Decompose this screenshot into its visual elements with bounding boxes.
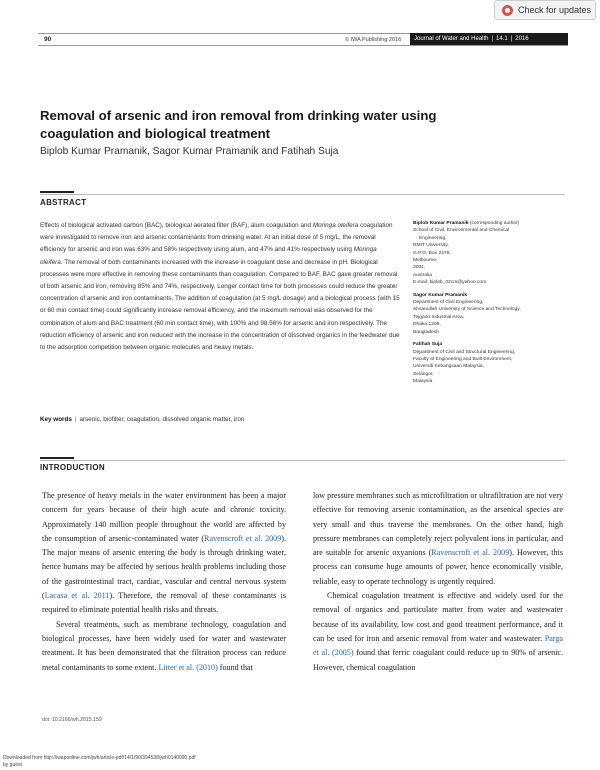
introduction-heading: INTRODUCTION bbox=[40, 463, 105, 472]
journal-year: 2016 bbox=[515, 36, 529, 42]
abstract-accent-bar bbox=[40, 191, 74, 193]
intro-rule bbox=[40, 460, 565, 461]
article-title: Removal of arsenic and iron removal from drinking water using coagulation and biological treatment bbox=[40, 108, 437, 141]
citation-link[interactable]: Ravenscroft et al. 2009 bbox=[204, 533, 282, 543]
intro-accent-bar bbox=[40, 457, 74, 459]
affiliation-author-name: Fatihah Suja bbox=[413, 342, 443, 348]
copyright-notice: © IWA Publishing 2016 bbox=[345, 37, 402, 43]
abstract-heading: ABSTRACT bbox=[40, 198, 87, 207]
body-paragraph: Several treatments, such as membrane technology, coagulation and biological processes, have been widely used for water and wastewater treatment. It has been demonstrated that the filtration process can reduce metal contaminants to some extent. Litter et al. (2010) found that bbox=[42, 619, 286, 672]
body-paragraph: low pressure membranes such as microfiltration or ultrafiltration are not very effective for removing arsenic contamination, as the arsenical species are very small and thus traverse the membranes. On the other hand, high pressure membranes can completely reject polyvalent ions in particular, and are suitable for arsenic oxyanions (Ravenscroft et al. 2009). However, this process can consume huge amounts of power, hence economically visible, reliable, easy to operate technology is urgently required. bbox=[313, 491, 563, 586]
affiliation-block: Biplob Kumar Pramanik (corresponding author) School of Civil, Environmental and Chemical Engineering, RMIT University, G.P.O. Box 2476, Melbourne, 3001, Australia E-mail: biplob_02cm@yahoo.com bbox=[413, 220, 563, 287]
body-paragraph: Chemical coagulation treatment is effective and widely used for the removal of organics and particulate matter from water and wastewater because of its availability, low cost and good treatment performance, and it can be used for iron and arsenic removal from water and wastewater. Parga et al. (2005) found that ferric coagulant could reduce up to 90% of arsenic. However, chemical coagulation bbox=[313, 591, 563, 672]
check-for-updates-button[interactable] bbox=[494, 0, 596, 20]
author-affiliations bbox=[413, 220, 563, 391]
article-authors: Biplob Kumar Pramanik, Sagor Kumar Pramanik and Fatihah Suja bbox=[40, 146, 339, 157]
page-number: 90 bbox=[44, 36, 52, 43]
body-column-right bbox=[313, 489, 563, 675]
journal-header-bar: Journal of Water and Health | 14.1 | 2016 bbox=[410, 33, 568, 45]
affiliation-author-name: Sagor Kumar Pramanik bbox=[413, 292, 468, 298]
journal-name: Journal of Water and Health bbox=[414, 36, 489, 42]
citation-link[interactable]: Ravenscroft et al. 2009 bbox=[431, 548, 510, 558]
abstract-text: Effects of biological activated carbon (BAC), biological aerated filter (BAF), alum coagulation and Moringa oleifera coagulation were investigated to remove iron and arsenic contaminants from drinking water. At an initial dose of 5 mg/L, the removal efficiency for arsenic and iron was 63% and 58% respectively using alum, and 47% and 41% respectively using Moringa oleifera. The removal of both contaminants increased with the increase in coagulant dose and decrease in pH. Biological processes were more effective in removing these contaminants than coagulation. Compared to BAF, BAC gave greater removal of both arsenic and iron, removing 85% and 74%, respectively. Longer contact time for both processes could reduce the greater concentration of arsenic and iron contaminants. The addition of coagulation (at 5 mg/L dosage) and a biological process (with 15 or 60 min contact time) could significantly increase removal efficiency, and the maximum removal was observed for the combination of alum and BAC treatment (60 min contact time), with 100% and 98.56% for arsenic and iron respectively. The reduction efficiency of arsenic and iron reduced with the increase in the concentration of dissolved organics in the feedwater due to the adsorption competition between organic molecules and heavy metals. bbox=[40, 222, 400, 352]
species-name: Moringa oleifera bbox=[312, 222, 359, 229]
affiliation-author-name: Biplob Kumar Pramanik bbox=[413, 221, 469, 226]
species-name: Moringa oleifera bbox=[40, 246, 377, 266]
download-notice: Downloaded from http://iwaponline.com/jwh/article-pdf/14/1/90/394538/jwh0140090.pdf by guest bbox=[3, 755, 196, 768]
affiliation-block: Fatihah Suja Department of Civil and Structural Engineering, Faculty of Engineering and Built Environment, Universiti Kebangsaan Malaysia, Selangor, Malaysia bbox=[413, 342, 516, 385]
keywords-text: arsenic, biofilter, coagulation, dissolved organic matter, iron bbox=[79, 416, 245, 423]
check-for-updates-icon bbox=[502, 5, 513, 16]
citation-link[interactable]: Litter et al. (2010) bbox=[158, 662, 218, 672]
header-rule-bottom bbox=[38, 45, 568, 46]
journal-volume: 14.1 bbox=[496, 36, 508, 42]
doi: doi: 10.2166/wh.2015.159 bbox=[42, 717, 102, 723]
body-paragraph: The presence of heavy metals in the water environment has been a major concern for years because of their high acute and chronic toxicity. Approximately 140 million people throughout the world are affected by the consumption of arsenic-contaminated water (Ravenscroft et al. 2009). The major means of arsenic entering the body is through drinking water, hence humans may be affected by serious health problems including those of the gastrointestinal tract, cardiac, vascular and central nervous system (Lacasa et al. 2011). Therefore, the removal of these contaminants is required to eliminate potential health risks and threats. bbox=[42, 491, 286, 615]
keywords-label: Key words bbox=[40, 416, 72, 423]
abstract-rule bbox=[40, 194, 565, 195]
check-for-updates-label: Check for updates bbox=[518, 5, 592, 15]
citation-link[interactable]: Parga et al. (2005) bbox=[313, 633, 563, 658]
keywords: Key words | arsenic, biofilter, coagulation, dissolved organic matter, iron bbox=[40, 416, 245, 423]
body-column-left bbox=[42, 489, 286, 675]
author-email: E-mail: biplob_02cm@yahoo.com bbox=[413, 280, 487, 286]
affiliation-block: Sagor Kumar Pramanik Department of Civil Engineering, Ahsanullah University of Science and Technology, Tejgaon Industrial Area, Dhaka 1208, Bangladesh bbox=[413, 292, 521, 335]
citation-link[interactable]: Lacasa et al. 2011 bbox=[44, 591, 110, 601]
